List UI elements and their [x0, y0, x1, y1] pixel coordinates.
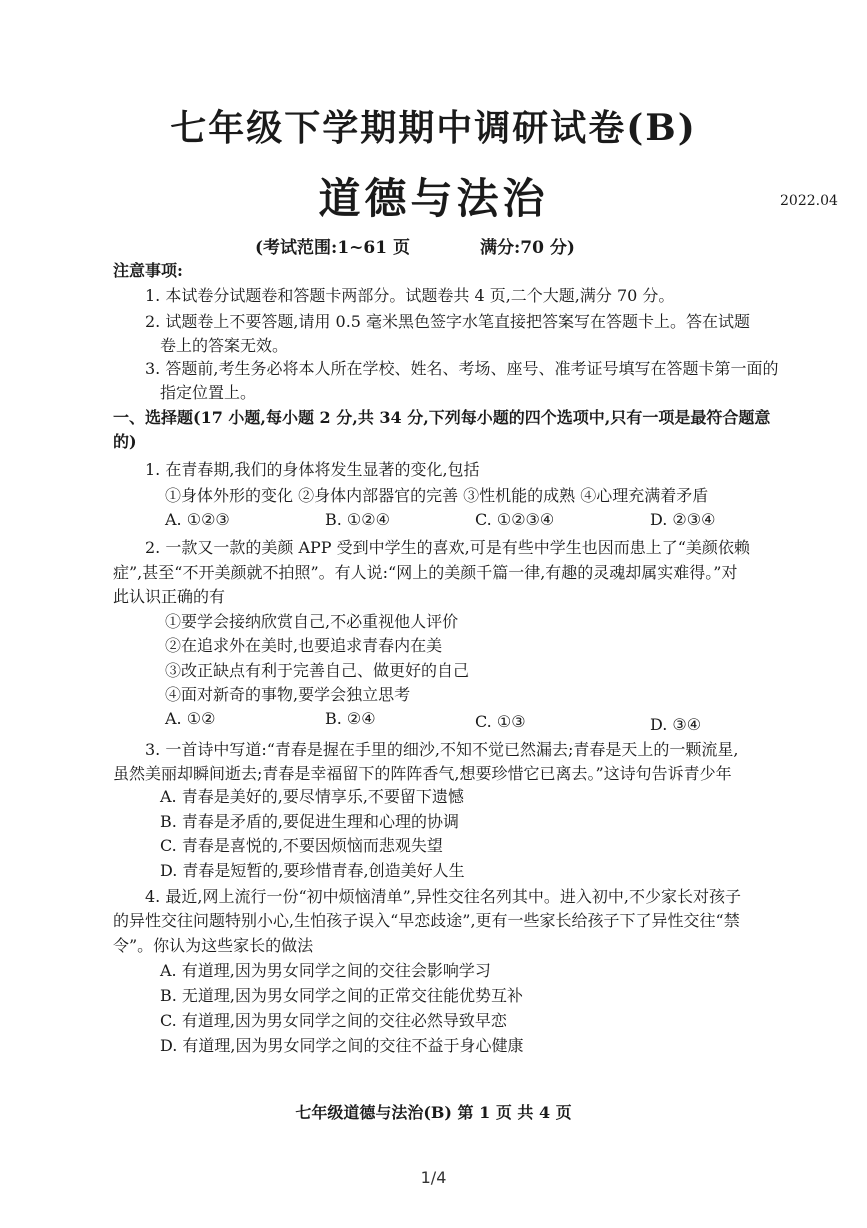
- exam-title: 七年级下学期期中调研试卷(B): [170, 107, 697, 149]
- q4-option-d: D. 有道理,因为男女同学之间的交往不益于身心健康: [160, 1036, 524, 1055]
- q2-option-a: A. ①②: [165, 709, 216, 728]
- scope-range: (考试范围:1~61 页: [255, 238, 410, 258]
- q3-stem-line-2: 虽然美丽却瞬间逝去;青春是幸福留下的阵阵香气,想要珍惜它已离去。”这诗句告诉青少年: [113, 764, 732, 783]
- q4-option-c: C. 有道理,因为男女同学之间的交往必然导致早恋: [160, 1011, 507, 1030]
- q1-option-d: D. ②③④: [650, 510, 716, 529]
- q3-option-a: A. 青春是美好的,要尽情享乐,不要留下遗憾: [160, 787, 464, 806]
- exam-date: 2022.04: [780, 193, 838, 209]
- q4-stem-line-3: 令”。你认为这些家长的做法: [113, 936, 314, 955]
- q4-stem-line-1: 4. 最近,网上流行一份“初中烦恼清单”,异性交往名列其中。进入初中,不少家长对孩子: [145, 887, 741, 906]
- subject-title: 道德与法治: [318, 174, 549, 223]
- q1-option-b: B. ①②④: [325, 510, 390, 529]
- notice-item-1: 1. 本试卷分试题卷和答题卡两部分。试题卷共 4 页,二个大题,满分 70 分。: [145, 286, 675, 305]
- page-footer: 七年级道德与法治(B) 第 1 页 共 4 页: [295, 1103, 572, 1122]
- q1-option-c: C. ①②③④: [475, 510, 555, 529]
- q2-option-c: C. ①③: [475, 712, 526, 731]
- q3-option-d: D. 青春是短暂的,要珍惜青春,创造美好人生: [160, 861, 465, 880]
- notice-item-2-cont: 卷上的答案无效。: [160, 336, 289, 355]
- q2-stem-line-3: 此认识正确的有: [113, 587, 226, 606]
- page-counter: 1/4: [420, 1168, 447, 1187]
- q2-item-4: ④面对新奇的事物,要学会独立思考: [165, 685, 411, 704]
- notice-item-2: 2. 试题卷上不要答题,请用 0.5 毫米黑色签字水笔直接把答案写在答题卡上。答在试题: [145, 312, 751, 331]
- notice-item-3-cont: 指定位置上。: [160, 383, 257, 402]
- q4-stem-line-2: 的异性交往问题特别小心,生怕孩子误入“早恋歧途”,更有一些家长给孩子下了异性交往“禁: [113, 911, 740, 930]
- q1-items: ①身体外形的变化 ②身体内部器官的完善 ③性机能的成熟 ④心理充满着矛盾: [165, 486, 709, 505]
- section-1-heading-cont: 的): [113, 432, 137, 451]
- exam-scope: [255, 233, 575, 258]
- q2-option-b: B. ②④: [325, 709, 376, 728]
- q3-option-b: B. 青春是矛盾的,要促进生理和心理的协调: [160, 812, 460, 831]
- q2-stem-line-2: 症”,甚至“不开美颜就不拍照”。有人说:“网上的美颜千篇一律,有趣的灵魂却属实难得。”对: [113, 563, 738, 582]
- notice-heading: 注意事项:: [113, 261, 183, 280]
- q2-item-3: ③改正缺点有利于完善自己、做更好的自己: [165, 661, 470, 680]
- q1-stem: 1. 在青春期,我们的身体将发生显著的变化,包括: [145, 460, 480, 479]
- scope-score: 满分:70 分): [479, 238, 575, 258]
- q3-option-c: C. 青春是喜悦的,不要因烦恼而悲观失望: [160, 836, 443, 855]
- notice-item-3: 3. 答题前,考生务必将本人所在学校、姓名、考场、座号、准考证号填写在答题卡第一面的: [145, 359, 779, 378]
- q2-stem-line-1: 2. 一款又一款的美颜 APP 受到中学生的喜欢,可是有些中学生也因而患上了“美颜依赖: [145, 538, 750, 557]
- q3-stem-line-1: 3. 一首诗中写道:“青春是握在手里的细沙,不知不觉已然漏去;青春是天上的一颗流星,: [145, 740, 739, 759]
- q2-option-d: D. ③④: [650, 715, 702, 734]
- q4-option-b: B. 无道理,因为男女同学之间的正常交往能优势互补: [160, 986, 524, 1005]
- q2-item-2: ②在追求外在美时,也要追求青春内在美: [165, 636, 443, 655]
- q2-item-1: ①要学会接纳欣赏自己,不必重视他人评价: [165, 612, 459, 631]
- section-1-heading: 一、选择题(17 小题,每小题 2 分,共 34 分,下列每小题的四个选项中,只有一项是最符合题意: [113, 408, 771, 427]
- q1-option-a: A. ①②③: [165, 510, 230, 529]
- q4-option-a: A. 有道理,因为男女同学之间的交往会影响学习: [160, 961, 491, 980]
